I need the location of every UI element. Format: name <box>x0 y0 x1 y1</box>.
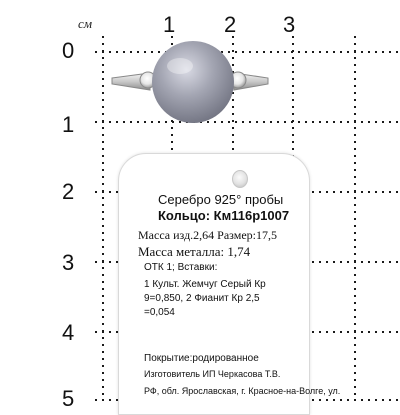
tag-line-qc: ОТК 1; Вставки: <box>144 262 218 273</box>
ruler-unit-label: см <box>78 16 93 31</box>
tag-line-insert-1: 1 Культ. Жемчуг Серый Кр <box>144 279 266 290</box>
tag-line-coating: Покрытие:родированное <box>144 353 259 364</box>
tag-hole <box>232 170 248 188</box>
y-tick-0: 0 <box>62 38 75 63</box>
tag-line-manufacturer: Изготовитель ИП Черкасова Т.В. <box>144 369 281 379</box>
tag-line-insert-3: =0,054 <box>144 307 175 318</box>
y-tick-5: 5 <box>62 386 75 411</box>
y-tick-2: 2 <box>62 179 75 204</box>
tag-line-metal-weight: Масса металла: 1,74 <box>138 244 251 259</box>
x-tick-2: 2 <box>224 12 237 37</box>
pearl-highlight <box>167 58 193 74</box>
x-tick-1: 1 <box>163 12 176 37</box>
y-tick-4: 4 <box>62 320 75 345</box>
y-tick-1: 1 <box>62 112 75 137</box>
tag-line-address: РФ, обл. Ярославская, г. Красное-на-Волге, ул. <box>144 386 341 396</box>
x-tick-3: 3 <box>283 12 296 37</box>
pearl <box>152 41 234 123</box>
tag-line-insert-2: 9=0,850, 2 Фианит Кр 2,5 <box>144 293 260 304</box>
tag-line-weight-size: Масса изд.2,64 Размер:17,5 <box>138 228 277 242</box>
tag-line-metal: Серебро 925° пробы <box>158 192 284 207</box>
ring <box>112 41 268 123</box>
tag-line-article: Кольцо: Км116р1007 <box>158 208 290 223</box>
y-tick-3: 3 <box>62 250 75 275</box>
